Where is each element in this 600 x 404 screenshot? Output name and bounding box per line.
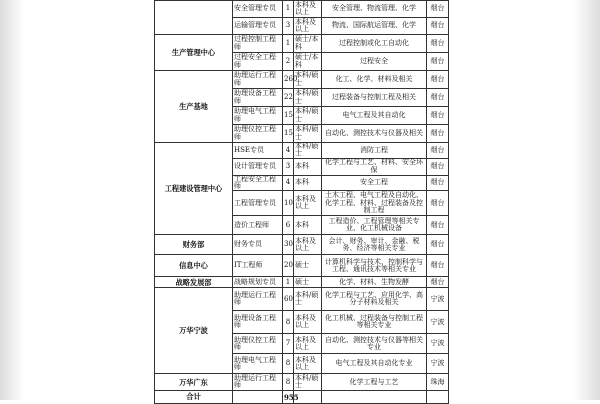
education-cell: 本科	[294, 158, 322, 175]
count-cell: 260	[283, 71, 294, 89]
table-row	[155, 288, 449, 311]
dept-cell: 信息中心	[155, 255, 233, 277]
count-cell: 7	[283, 334, 294, 354]
count-cell: 8	[283, 311, 294, 334]
total-count: 955	[283, 391, 294, 404]
position-cell: 设计管理专员	[233, 158, 283, 175]
position-cell: 财务专员	[233, 235, 283, 255]
position-cell: 助理运行工程师	[233, 71, 283, 89]
education-cell: 本科及以上	[294, 334, 322, 354]
location-cell: 烟台	[427, 143, 449, 159]
page-shadow-left	[0, 0, 24, 400]
table-row	[155, 235, 449, 255]
position-cell: 助理运行工程师	[233, 288, 283, 311]
location-cell: 烟台	[427, 255, 449, 277]
education-cell: 本科及以上	[294, 1, 322, 18]
education-cell: 本科	[294, 175, 322, 191]
major-cell: 工程造价、工程管理等相关专业、化工机械设备	[322, 216, 427, 235]
count-cell: 4	[283, 143, 294, 159]
position-cell: IT工程师	[233, 255, 283, 277]
position-cell: 助理设备工程师	[233, 311, 283, 334]
location-cell: 烟台	[427, 158, 449, 175]
major-cell: 自动化、测控技术与仪器及相关	[322, 125, 427, 143]
major-cell: 化学工程与工艺	[322, 374, 427, 391]
count-cell: 1	[283, 35, 294, 53]
education-cell: 本科/硕士	[294, 107, 322, 125]
education-cell: 硕士/本科	[294, 53, 322, 71]
location-cell: 宁波	[427, 288, 449, 311]
total-label: 合计	[155, 391, 233, 404]
major-cell: 过程控制或化工自动化	[322, 35, 427, 53]
position-cell: 助理仪控工程师	[233, 125, 283, 143]
location-cell: 烟台	[427, 191, 449, 216]
education-cell: 本科	[294, 216, 322, 235]
dept-cell: 战略发展部	[155, 277, 233, 288]
education-cell: 本科/硕士	[294, 89, 322, 107]
major-cell: 计算机科学与技术、控制科学与工程、通讯技术等相关专业	[322, 255, 427, 277]
count-cell: 6	[283, 216, 294, 235]
major-cell: 过程安全	[322, 53, 427, 71]
position-cell: 助理电气工程师	[233, 107, 283, 125]
major-cell: 自动化、测控技术与仪器等相关专业	[322, 334, 427, 354]
education-cell: 硕士/本科	[294, 35, 322, 53]
count-cell: 2	[283, 53, 294, 71]
location-cell: 烟台	[427, 89, 449, 107]
count-cell: 8	[283, 374, 294, 391]
major-cell: 化学工程与工艺、材料、安全环保	[322, 158, 427, 175]
dept-cell: 万华广东	[155, 374, 233, 391]
position-cell: 战略规划专员	[233, 277, 283, 288]
major-cell: 化学、材料、生物发酵	[322, 277, 427, 288]
education-cell: 本科及以上	[294, 191, 322, 216]
position-cell: 工程安全工程师	[233, 175, 283, 191]
table-row	[155, 71, 449, 89]
location-cell: 烟台	[427, 53, 449, 71]
education-cell: 本科/硕士	[294, 143, 322, 159]
location-cell: 烟台	[427, 1, 449, 18]
count-cell: 10	[283, 191, 294, 216]
major-cell: 化工、化学、材料及相关	[322, 71, 427, 89]
major-cell: 安全工程	[322, 175, 427, 191]
major-cell: 物流、国际航运管理、化学	[322, 18, 427, 35]
table-row	[155, 1, 449, 18]
location-cell: 宁波	[427, 354, 449, 374]
major-cell: 消防工程	[322, 143, 427, 159]
count-cell: 1	[283, 277, 294, 288]
education-cell: 硕士	[294, 277, 322, 288]
position-cell: 助理设备工程师	[233, 89, 283, 107]
location-cell: 宁波	[427, 334, 449, 354]
education-cell: 本科/硕士	[294, 125, 322, 143]
major-cell: 过程装备与控制工程及相关	[322, 89, 427, 107]
position-cell: 助理电气工程师	[233, 354, 283, 374]
major-cell: 会计、财务、审计、金融、税务、经济等相关专业	[322, 235, 427, 255]
table-row	[155, 374, 449, 391]
major-cell: 化学工程与工艺、应用化学、高分子材料及相关	[322, 288, 427, 311]
education-cell: 本科/硕士	[294, 288, 322, 311]
dept-cell	[155, 1, 233, 35]
count-cell: 1	[283, 1, 294, 18]
education-cell: 本科及以上	[294, 235, 322, 255]
count-cell: 15	[283, 107, 294, 125]
dept-cell: 生产管理中心	[155, 35, 233, 71]
location-cell: 烟台	[427, 125, 449, 143]
position-cell: 助理仪控工程师	[233, 334, 283, 354]
location-cell: 烟台	[427, 35, 449, 53]
location-cell: 烟台	[427, 175, 449, 191]
total-blank-cell	[233, 391, 283, 404]
count-cell: 20	[283, 255, 294, 277]
table-row	[155, 255, 449, 277]
total-blank-cell	[322, 391, 427, 404]
count-cell: 4	[283, 175, 294, 191]
count-cell: 3	[283, 158, 294, 175]
major-cell: 土木工程、电气工程及自动化、化学工程、材料、过程装备及控制工程	[322, 191, 427, 216]
location-cell: 烟台	[427, 216, 449, 235]
count-cell: 8	[283, 354, 294, 374]
education-cell: 硕士	[294, 255, 322, 277]
location-cell: 烟台	[427, 18, 449, 35]
position-cell: 过程安全工程师	[233, 53, 283, 71]
count-cell: 15	[283, 125, 294, 143]
position-cell: 造价工程师	[233, 216, 283, 235]
position-cell: 运输管理专员	[233, 18, 283, 35]
page-shadow-right	[574, 0, 600, 400]
education-cell: 本科/硕士	[294, 71, 322, 89]
education-cell: 本科及以上	[294, 311, 322, 334]
major-cell: 安全管理、物流管理、化学	[322, 1, 427, 18]
table-row	[155, 143, 449, 159]
dept-cell: 生产基地	[155, 71, 233, 143]
count-cell: 60	[283, 288, 294, 311]
location-cell: 珠海	[427, 374, 449, 391]
table-row	[155, 277, 449, 288]
dept-cell: 工程建设管理中心	[155, 143, 233, 235]
education-cell: 本科及以上	[294, 354, 322, 374]
location-cell: 烟台	[427, 277, 449, 288]
position-cell: 安全管理专员	[233, 1, 283, 18]
table-row	[155, 35, 449, 53]
dept-cell: 财务部	[155, 235, 233, 255]
major-cell: 化工机械、过程装备与控制工程等相关专业	[322, 311, 427, 334]
position-cell: 工程管理专员	[233, 191, 283, 216]
location-cell: 烟台	[427, 235, 449, 255]
position-cell: 过程控制工程师	[233, 35, 283, 53]
education-cell: 本科及以上	[294, 18, 322, 35]
position-cell: HSE专员	[233, 143, 283, 159]
major-cell: 电气工程及其自动化专业	[322, 354, 427, 374]
location-cell: 烟台	[427, 107, 449, 125]
location-cell: 宁波	[427, 311, 449, 334]
dept-cell: 万华宁波	[155, 288, 233, 374]
total-blank-cell	[427, 391, 449, 404]
position-cell: 助理运行工程师	[233, 374, 283, 391]
recruitment-table	[154, 0, 449, 404]
location-cell: 烟台	[427, 71, 449, 89]
count-cell: 30	[283, 235, 294, 255]
count-cell: 3	[283, 18, 294, 35]
total-row	[155, 391, 449, 404]
education-cell: 本科/硕士	[294, 374, 322, 391]
count-cell: 22	[283, 89, 294, 107]
major-cell: 电气工程及其自动化	[322, 107, 427, 125]
